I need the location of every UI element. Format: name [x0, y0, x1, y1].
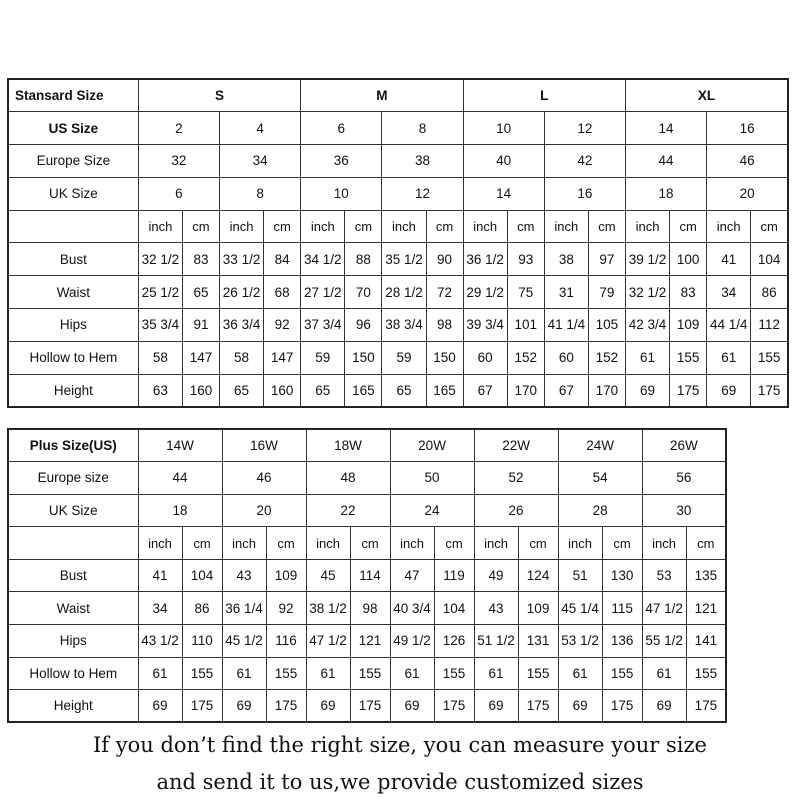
measure-value: 28 1/2: [382, 276, 426, 309]
plus-size-24w: 24W: [558, 429, 642, 462]
standard-header-row: [8, 79, 788, 112]
plus-measure-value: 51: [558, 559, 602, 592]
plus-uk-label: UK Size: [8, 494, 138, 527]
measure-value: 39 1/2: [625, 243, 669, 276]
plus-measure-value: 155: [518, 657, 558, 690]
unit-row: [8, 210, 788, 243]
us-size-value: 6: [301, 112, 382, 145]
europe-size-value: 32: [138, 145, 219, 178]
plus-measure-value: 45 1/2: [222, 625, 266, 658]
plus-measure-value: 119: [434, 559, 474, 592]
plus-unit-inch: inch: [642, 527, 686, 560]
plus-measure-value: 155: [434, 657, 474, 690]
europe-size-label: Europe Size: [8, 145, 138, 178]
measure-value: 83: [182, 243, 219, 276]
plus-measure-label-waist: Waist: [8, 592, 138, 625]
plus-measure-row-hollow-to-hem: [8, 657, 726, 690]
measure-value: 170: [507, 374, 544, 407]
plus-europe-value: 52: [474, 462, 558, 495]
measure-value: 72: [426, 276, 463, 309]
measure-value: 65: [220, 374, 264, 407]
measure-value: 155: [751, 341, 788, 374]
plus-measure-value: 104: [434, 592, 474, 625]
measure-value: 69: [707, 374, 751, 407]
custom-size-note-line-2: and send it to us,we provide customized sizes: [156, 770, 644, 794]
plus-measure-value: 47 1/2: [306, 625, 350, 658]
measure-value: 63: [138, 374, 182, 407]
unit-label-empty: [8, 210, 138, 243]
plus-unit-inch: inch: [138, 527, 182, 560]
size-letter-m: M: [301, 79, 463, 112]
plus-unit-inch: inch: [558, 527, 602, 560]
plus-uk-value: 26: [474, 494, 558, 527]
measure-value: 88: [345, 243, 382, 276]
plus-measure-value: 155: [266, 657, 306, 690]
measure-value: 29 1/2: [463, 276, 507, 309]
measure-value: 37 3/4: [301, 309, 345, 342]
plus-measure-value: 53 1/2: [558, 625, 602, 658]
plus-measure-value: 47: [390, 559, 434, 592]
size-letter-l: L: [463, 79, 625, 112]
plus-size-20w: 20W: [390, 429, 474, 462]
plus-measure-value: 53: [642, 559, 686, 592]
plus-measure-value: 175: [602, 690, 642, 723]
plus-measure-value: 41: [138, 559, 182, 592]
measure-value: 97: [588, 243, 625, 276]
plus-measure-value: 155: [182, 657, 222, 690]
plus-measure-value: 175: [350, 690, 390, 723]
us-size-value: 12: [544, 112, 625, 145]
us-size-value: 4: [220, 112, 301, 145]
us-size-label: US Size: [8, 112, 138, 145]
plus-measure-value: 98: [350, 592, 390, 625]
measure-value: 58: [220, 341, 264, 374]
uk-size-value: 20: [707, 177, 788, 210]
plus-measure-row-bust: [8, 559, 726, 592]
measure-value: 96: [345, 309, 382, 342]
measure-value: 36 3/4: [220, 309, 264, 342]
measure-value: 152: [588, 341, 625, 374]
unit-cm: cm: [670, 210, 707, 243]
measure-value: 36 1/2: [463, 243, 507, 276]
plus-measure-value: 126: [434, 625, 474, 658]
unit-inch: inch: [625, 210, 669, 243]
plus-unit-cm: cm: [350, 527, 390, 560]
plus-measure-value: 175: [182, 690, 222, 723]
measure-value: 93: [507, 243, 544, 276]
measure-value: 34: [707, 276, 751, 309]
plus-uk-row: [8, 494, 726, 527]
unit-cm: cm: [751, 210, 788, 243]
plus-measure-value: 43: [474, 592, 518, 625]
measure-value: 59: [382, 341, 426, 374]
plus-measure-value: 115: [602, 592, 642, 625]
measure-value: 86: [751, 276, 788, 309]
plus-europe-value: 48: [306, 462, 390, 495]
unit-cm: cm: [507, 210, 544, 243]
measure-value: 83: [670, 276, 707, 309]
us-size-value: 2: [138, 112, 219, 145]
plus-size-16w: 16W: [222, 429, 306, 462]
europe-size-value: 38: [382, 145, 463, 178]
plus-measure-value: 131: [518, 625, 558, 658]
plus-measure-value: 175: [686, 690, 726, 723]
uk-size-value: 12: [382, 177, 463, 210]
measure-row-hips: [8, 309, 788, 342]
measure-value: 26 1/2: [220, 276, 264, 309]
measure-value: 67: [544, 374, 588, 407]
plus-unit-cm: cm: [182, 527, 222, 560]
plus-size-22w: 22W: [474, 429, 558, 462]
plus-measure-value: 51 1/2: [474, 625, 518, 658]
measure-value: 44 1/4: [707, 309, 751, 342]
unit-cm: cm: [588, 210, 625, 243]
uk-size-value: 16: [544, 177, 625, 210]
plus-unit-cm: cm: [602, 527, 642, 560]
measure-value: 33 1/2: [220, 243, 264, 276]
measure-value: 61: [707, 341, 751, 374]
plus-measure-value: 114: [350, 559, 390, 592]
unit-inch: inch: [544, 210, 588, 243]
unit-inch: inch: [301, 210, 345, 243]
plus-measure-value: 45 1/4: [558, 592, 602, 625]
plus-europe-row: [8, 462, 726, 495]
plus-measure-value: 69: [558, 690, 602, 723]
measure-value: 65: [301, 374, 345, 407]
plus-header-row: [8, 429, 726, 462]
plus-measure-value: 104: [182, 559, 222, 592]
us-size-value: 16: [707, 112, 788, 145]
uk-size-value: 8: [220, 177, 301, 210]
standard-size-header: Stansard Size: [8, 79, 138, 112]
us-size-value: 10: [463, 112, 544, 145]
unit-inch: inch: [463, 210, 507, 243]
plus-measure-value: 61: [306, 657, 350, 690]
plus-measure-value: 36 1/4: [222, 592, 266, 625]
plus-measure-value: 69: [474, 690, 518, 723]
plus-measure-value: 136: [602, 625, 642, 658]
plus-uk-value: 22: [306, 494, 390, 527]
measure-value: 152: [507, 341, 544, 374]
measure-value: 34 1/2: [301, 243, 345, 276]
plus-measure-label-bust: Bust: [8, 559, 138, 592]
plus-unit-inch: inch: [474, 527, 518, 560]
plus-uk-value: 24: [390, 494, 474, 527]
measure-value: 147: [182, 341, 219, 374]
measure-value: 35 3/4: [138, 309, 182, 342]
measure-value: 59: [301, 341, 345, 374]
plus-measure-value: 49: [474, 559, 518, 592]
measure-value: 101: [507, 309, 544, 342]
plus-measure-value: 61: [474, 657, 518, 690]
plus-measure-value: 116: [266, 625, 306, 658]
plus-measure-row-waist: [8, 592, 726, 625]
measure-value: 61: [625, 341, 669, 374]
uk-size-value: 6: [138, 177, 219, 210]
plus-measure-value: 121: [350, 625, 390, 658]
measure-row-height: [8, 374, 788, 407]
size-letter-s: S: [138, 79, 300, 112]
measure-value: 68: [264, 276, 301, 309]
plus-unit-cm: cm: [266, 527, 306, 560]
plus-measure-value: 155: [686, 657, 726, 690]
uk-size-label: UK Size: [8, 177, 138, 210]
measure-value: 90: [426, 243, 463, 276]
measure-value: 160: [264, 374, 301, 407]
plus-measure-value: 135: [686, 559, 726, 592]
plus-unit-cm: cm: [434, 527, 474, 560]
plus-measure-value: 61: [222, 657, 266, 690]
measure-value: 170: [588, 374, 625, 407]
measure-value: 98: [426, 309, 463, 342]
unit-cm: cm: [264, 210, 301, 243]
measure-value: 60: [544, 341, 588, 374]
measure-value: 75: [507, 276, 544, 309]
measure-value: 165: [345, 374, 382, 407]
plus-measure-value: 175: [518, 690, 558, 723]
europe-size-value: 42: [544, 145, 625, 178]
us-size-value: 14: [625, 112, 706, 145]
measure-label-hips: Hips: [8, 309, 138, 342]
europe-size-value: 44: [625, 145, 706, 178]
plus-measure-value: 69: [390, 690, 434, 723]
measure-value: 41 1/4: [544, 309, 588, 342]
europe-size-row: [8, 145, 788, 178]
plus-measure-value: 61: [138, 657, 182, 690]
plus-measure-value: 155: [602, 657, 642, 690]
plus-unit-inch: inch: [306, 527, 350, 560]
plus-measure-value: 121: [686, 592, 726, 625]
plus-size-26w: 26W: [642, 429, 726, 462]
measure-value: 42 3/4: [625, 309, 669, 342]
europe-size-value: 34: [220, 145, 301, 178]
europe-size-value: 46: [707, 145, 788, 178]
plus-measure-label-hollow-to-hem: Hollow to Hem: [8, 657, 138, 690]
measure-label-waist: Waist: [8, 276, 138, 309]
measure-value: 70: [345, 276, 382, 309]
plus-measure-value: 69: [222, 690, 266, 723]
plus-measure-value: 40 3/4: [390, 592, 434, 625]
measure-row-waist: [8, 276, 788, 309]
measure-value: 84: [264, 243, 301, 276]
uk-size-value: 10: [301, 177, 382, 210]
plus-uk-value: 18: [138, 494, 222, 527]
size-letter-xl: XL: [625, 79, 788, 112]
measure-value: 147: [264, 341, 301, 374]
measure-value: 58: [138, 341, 182, 374]
unit-inch: inch: [220, 210, 264, 243]
plus-unit-cm: cm: [518, 527, 558, 560]
custom-size-note-line-1: If you don’t find the right size, you can measure your size: [93, 733, 707, 757]
measure-value: 67: [463, 374, 507, 407]
measure-value: 79: [588, 276, 625, 309]
unit-inch: inch: [138, 210, 182, 243]
measure-value: 32 1/2: [138, 243, 182, 276]
plus-uk-value: 30: [642, 494, 726, 527]
measure-value: 32 1/2: [625, 276, 669, 309]
measure-row-bust: [8, 243, 788, 276]
uk-size-value: 18: [625, 177, 706, 210]
plus-measure-value: 61: [558, 657, 602, 690]
measure-value: 165: [426, 374, 463, 407]
uk-size-row: [8, 177, 788, 210]
measure-value: 69: [625, 374, 669, 407]
plus-europe-value: 46: [222, 462, 306, 495]
measure-value: 155: [670, 341, 707, 374]
measure-value: 38: [544, 243, 588, 276]
measure-value: 175: [670, 374, 707, 407]
measure-label-bust: Bust: [8, 243, 138, 276]
plus-measure-value: 69: [306, 690, 350, 723]
plus-measure-label-hips: Hips: [8, 625, 138, 658]
plus-unit-label-empty: [8, 527, 138, 560]
plus-measure-value: 69: [642, 690, 686, 723]
unit-cm: cm: [426, 210, 463, 243]
measure-value: 150: [426, 341, 463, 374]
plus-measure-row-hips: [8, 625, 726, 658]
plus-uk-value: 28: [558, 494, 642, 527]
plus-measure-value: 175: [266, 690, 306, 723]
measure-value: 60: [463, 341, 507, 374]
plus-measure-value: 69: [138, 690, 182, 723]
measure-value: 175: [751, 374, 788, 407]
plus-measure-value: 61: [642, 657, 686, 690]
plus-unit-inch: inch: [222, 527, 266, 560]
plus-uk-value: 20: [222, 494, 306, 527]
measure-value: 92: [264, 309, 301, 342]
measure-value: 105: [588, 309, 625, 342]
measure-value: 150: [345, 341, 382, 374]
measure-value: 39 3/4: [463, 309, 507, 342]
measure-value: 35 1/2: [382, 243, 426, 276]
measure-value: 27 1/2: [301, 276, 345, 309]
us-size-row: [8, 112, 788, 145]
measure-value: 104: [751, 243, 788, 276]
plus-unit-cm: cm: [686, 527, 726, 560]
plus-measure-label-height: Height: [8, 690, 138, 723]
plus-measure-value: 109: [266, 559, 306, 592]
plus-measure-value: 38 1/2: [306, 592, 350, 625]
plus-measure-value: 43 1/2: [138, 625, 182, 658]
plus-measure-value: 34: [138, 592, 182, 625]
unit-inch: inch: [382, 210, 426, 243]
plus-size-14w: 14W: [138, 429, 222, 462]
plus-measure-value: 86: [182, 592, 222, 625]
plus-size-header: Plus Size(US): [8, 429, 138, 462]
plus-measure-value: 155: [350, 657, 390, 690]
plus-measure-value: 45: [306, 559, 350, 592]
plus-measure-value: 43: [222, 559, 266, 592]
unit-cm: cm: [345, 210, 382, 243]
unit-inch: inch: [707, 210, 751, 243]
measure-value: 65: [382, 374, 426, 407]
plus-measure-value: 55 1/2: [642, 625, 686, 658]
plus-measure-value: 124: [518, 559, 558, 592]
measure-value: 100: [670, 243, 707, 276]
measure-value: 112: [751, 309, 788, 342]
plus-europe-value: 56: [642, 462, 726, 495]
plus-measure-value: 47 1/2: [642, 592, 686, 625]
uk-size-value: 14: [463, 177, 544, 210]
plus-europe-value: 50: [390, 462, 474, 495]
plus-measure-value: 49 1/2: [390, 625, 434, 658]
plus-measure-value: 61: [390, 657, 434, 690]
plus-europe-label: Europe size: [8, 462, 138, 495]
measure-label-height: Height: [8, 374, 138, 407]
measure-value: 41: [707, 243, 751, 276]
plus-measure-value: 109: [518, 592, 558, 625]
measure-value: 109: [670, 309, 707, 342]
us-size-value: 8: [382, 112, 463, 145]
measure-label-hollow-to-hem: Hollow to Hem: [8, 341, 138, 374]
measure-value: 38 3/4: [382, 309, 426, 342]
plus-unit-inch: inch: [390, 527, 434, 560]
europe-size-value: 36: [301, 145, 382, 178]
plus-measure-value: 110: [182, 625, 222, 658]
plus-size-18w: 18W: [306, 429, 390, 462]
measure-row-hollow-to-hem: [8, 341, 788, 374]
measure-value: 65: [182, 276, 219, 309]
plus-measure-row-height: [8, 690, 726, 723]
plus-measure-value: 141: [686, 625, 726, 658]
unit-cm: cm: [182, 210, 219, 243]
standard-size-table: [7, 78, 789, 408]
plus-measure-value: 92: [266, 592, 306, 625]
plus-size-table: [7, 428, 727, 723]
plus-measure-value: 130: [602, 559, 642, 592]
measure-value: 31: [544, 276, 588, 309]
plus-unit-row: [8, 527, 726, 560]
measure-value: 160: [182, 374, 219, 407]
europe-size-value: 40: [463, 145, 544, 178]
plus-measure-value: 175: [434, 690, 474, 723]
plus-europe-value: 54: [558, 462, 642, 495]
plus-europe-value: 44: [138, 462, 222, 495]
measure-value: 25 1/2: [138, 276, 182, 309]
measure-value: 91: [182, 309, 219, 342]
